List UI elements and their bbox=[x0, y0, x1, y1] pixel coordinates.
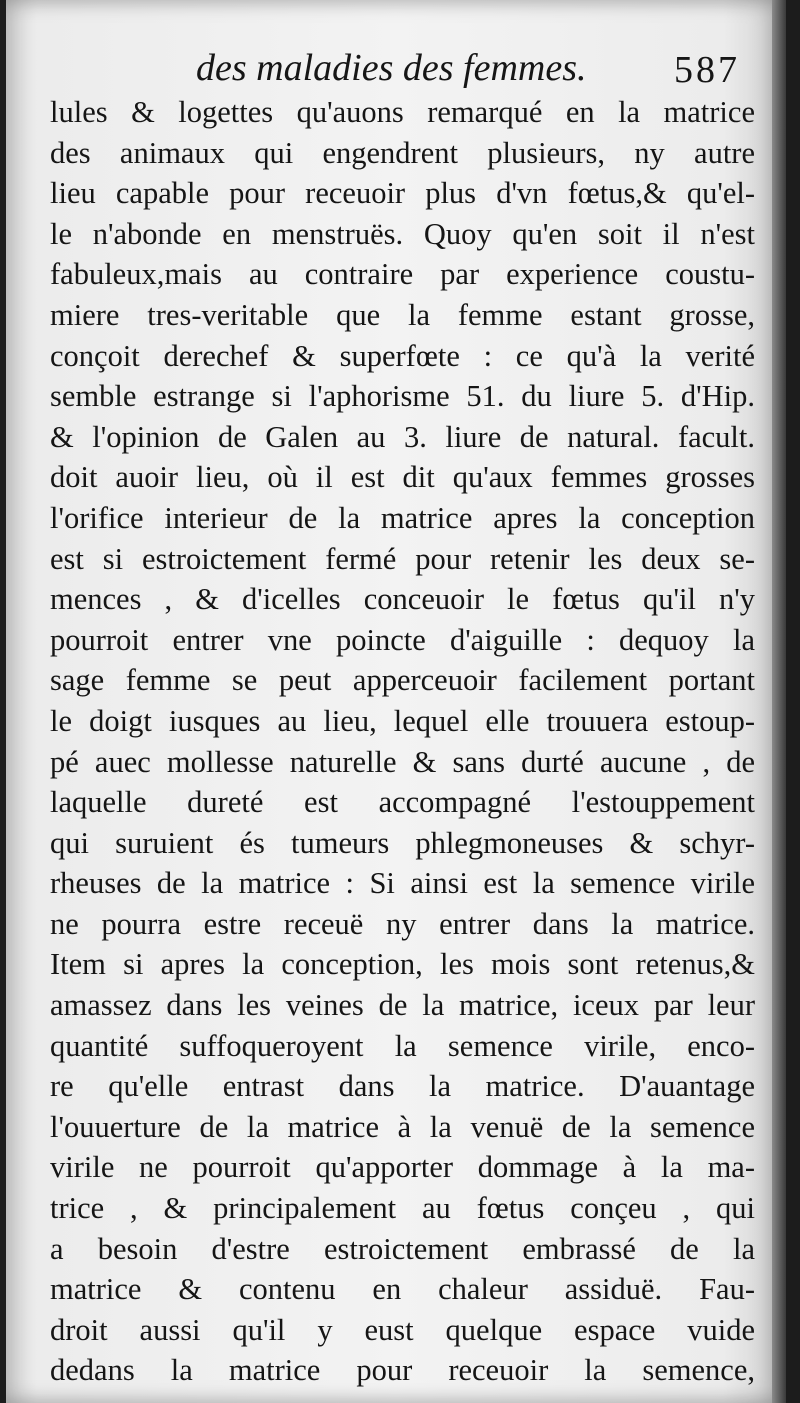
text-line: qui suruient és tumeurs phlegmoneuses & schyr- bbox=[50, 825, 755, 860]
text-line: est si estroictement fermé pour retenir les deux se- bbox=[50, 541, 755, 576]
text-line: lieu capable pour receuoir plus d'vn fœtus,& qu'el- bbox=[50, 176, 755, 211]
text-line: l'ouuerture de la matrice à la venuë de la semence bbox=[50, 1109, 755, 1144]
text-line: trice , & principalement au fœtus conçeu , qui bbox=[50, 1191, 755, 1226]
page-header bbox=[46, 38, 756, 98]
text-line: sage femme se peut apperceuoir facilement portant bbox=[50, 663, 755, 698]
text-line: quantité suffoqueroyent la semence virile, enco- bbox=[50, 1028, 755, 1063]
body-text bbox=[50, 92, 755, 1391]
text-line: miere tres-veritable que la femme estant grosse, bbox=[50, 297, 755, 332]
text-line: semble estrange si l'aphorisme 51. du liure 5. d'Hip. bbox=[50, 379, 755, 414]
text-line: des animaux qui engendrent plusieurs, ny autre bbox=[50, 135, 755, 170]
page-number: 587 bbox=[674, 49, 740, 91]
text-line: fabuleux,mais au contraire par experience coustu- bbox=[50, 257, 755, 292]
text-line: mences , & d'icelles conceuoir le fœtus qu'il n'y bbox=[50, 582, 755, 617]
page-edge-shadow bbox=[772, 0, 786, 1403]
text-line: ne pourra estre receuë ny entrer dans la matrice. bbox=[50, 906, 755, 941]
text-line: amassez dans les veines de la matrice, iceux par leur bbox=[50, 988, 755, 1023]
text-line: & l'opinion de Galen au 3. liure de natural. facult. bbox=[50, 419, 755, 454]
text-line: virile ne pourroit qu'apporter dommage à la ma- bbox=[50, 1150, 755, 1185]
text-line: le doigt iusques au lieu, lequel elle trouuera estoup- bbox=[50, 703, 755, 738]
text-line: lules & logettes qu'auons remarqué en la matrice bbox=[50, 95, 755, 129]
text-line: a besoin d'estre estroictement embrassé de la bbox=[50, 1231, 755, 1266]
text-line: l'orifice interieur de la matrice apres la conception bbox=[50, 500, 755, 535]
running-head: des maladies des femmes. bbox=[196, 47, 587, 89]
book-page bbox=[6, 0, 786, 1403]
text-line: re qu'elle entrast dans la matrice. D'auantage bbox=[50, 1069, 755, 1104]
text-line: laquelle dureté est accompagné l'estouppement bbox=[50, 785, 755, 820]
text-line: pourroit entrer vne poincte d'aiguille : dequoy la bbox=[50, 622, 755, 657]
text-line: le n'abonde en menstruës. Quoy qu'en soit il n'est bbox=[50, 216, 755, 251]
text-line: conçoit derechef & superfœte : ce qu'à la verité bbox=[50, 338, 755, 373]
text-line: Item si apres la conception, les mois sont retenus,& bbox=[50, 947, 755, 982]
text-line: matrice & contenu en chaleur assiduë. Fau- bbox=[50, 1272, 755, 1307]
text-line: doit auoir lieu, où il est dit qu'aux femmes grosses bbox=[50, 460, 755, 495]
text-line: rheuses de la matrice : Si ainsi est la semence virile bbox=[50, 866, 755, 901]
text-line: pé auec mollesse naturelle & sans durté aucune , de bbox=[50, 744, 755, 779]
text-line: droit aussi qu'il y eust quelque espace vuide bbox=[50, 1312, 755, 1347]
text-line: dedans la matrice pour receuoir la semence, bbox=[50, 1353, 755, 1388]
